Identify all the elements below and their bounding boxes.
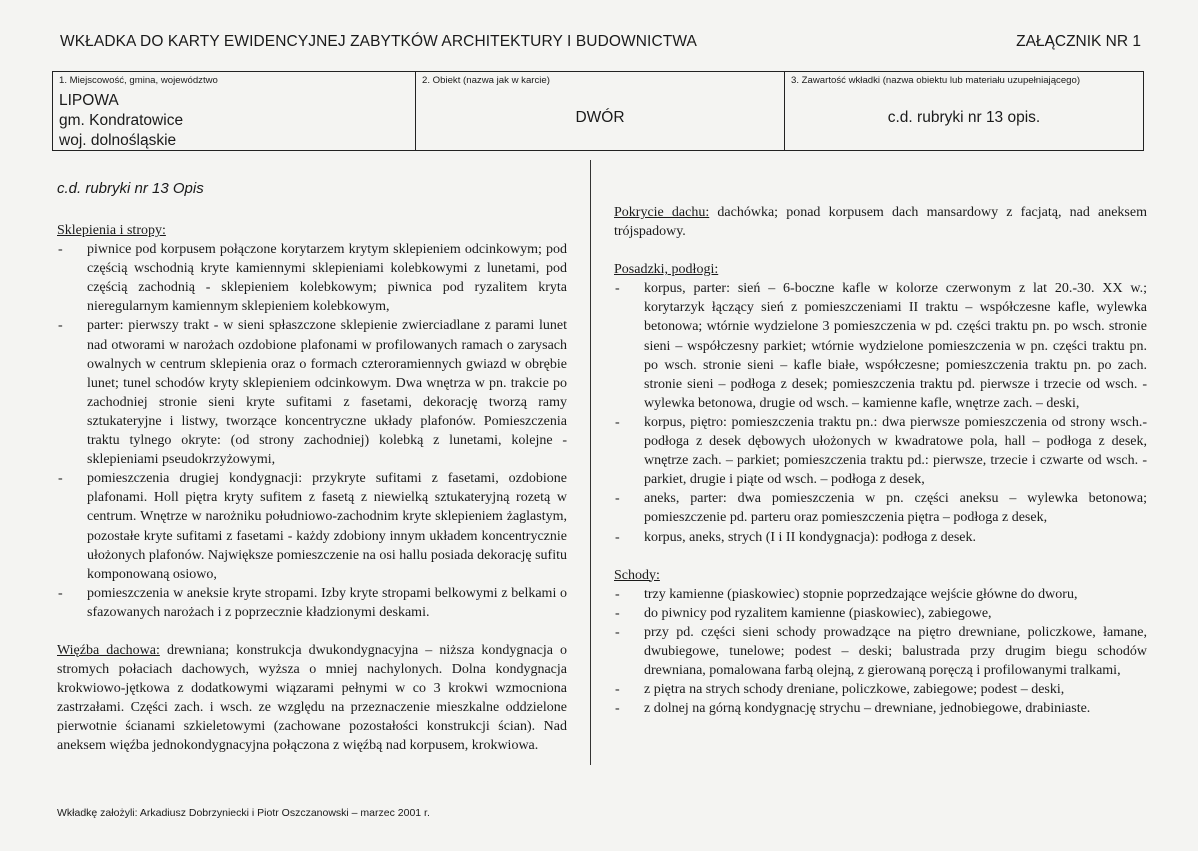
right-column [614,203,1147,718]
list-item: - pomieszczenia w aneksie kryte stropami. Izby kryte stropami belkowymi z belkami o sfazowanych narożach i z poprzecznie kładzionymi deskami. [57,584,567,622]
list-item: - z piętra na strych schody dreniane, policzkowe, zabiegowe; podest – deski, [614,680,1147,699]
content-label: 3. Zawartość wkładki (nazwa obiektu lub materiału uzupełniającego) [791,75,1081,86]
location-village: LIPOWA [59,92,119,109]
roof-text: dachówka; ponad korpusem dach mansardowy z facjatą, nad aneksem trójspadowy. [614,205,1147,240]
list-item: - korpus, aneks, strych (I i II kondygnacja): podłoga z desek. [614,528,1147,547]
list-item: - piwnice pod korpusem połączone korytarzem krytym sklepieniem odcinkowym; pod częścią wschodnią kryte kamiennymi sklepieniami kolebkowymi z lunetami, pod częścią zachodnią - sklepieniem kolebkowym; piwnica pod ryzalitem kryta nieregularnym kamiennym sklepieniem kolebkowym, [57,240,567,316]
location-field [53,72,416,150]
stairs-heading: Schody: [614,567,660,583]
list-item: - przy pd. części sieni schody prowadzące na piętro drewniane, policzkowe, łamane, dwubiegowe, tunelowe; podest – deski; balustrada przy drugim biegu schodów drewniana, pomalowana farbą olejną, z gierowaną poręczą i profilowanymi tralkami, [614,623,1147,680]
object-value: DWÓR [575,109,625,126]
stairs-section [614,566,1147,719]
form-title: WKŁADKA DO KARTY EWIDENCYJNEJ ZABYTKÓW ARCHITEKTURY I BUDOWNICTWA [60,33,697,50]
truss-heading: Więźba dachowa: [57,642,160,658]
content-field [785,72,1143,150]
floors-list [614,279,1147,546]
truss-text: drewniana; konstrukcja dwukondygnacyjna – niższa kondygnacja o stromych połaciach dachowych, wyższa o mniej nachylonych. Dolna kondygnacja krokwiowo-jętkowa z dodatkowymi wiązarami pełnymi w co 3 krokwi wzmocniona zastrzałami. Części zach. i wsch. ze względu na przeznaczenie mieszkalne oddzielone pierwotnie ścianami szkieletowymi (zachowane pozostałości konstrukcji ścian). Nad aneksem więźba jednokondygnacyjna połączona z więźbą nad korpusem, krokwiowa. [57,642,567,754]
list-item: - korpus, piętro: pomieszczenia traktu pn.: dwa pierwsze pomieszczenia od strony wsch.- podłoga z desek dębowych ułożonych w kwadratowe pola, hall – podłoga z desek, wnętrze zach. – parkiet; pomieszczenia traktu pd.: pierwsze, trzecie i czwarte od wsch. - parkiet, drugie i piąte od wsch. – podłoga z desek, [614,413,1147,489]
truss-section [57,641,567,756]
location-voivodeship: woj. dolnośląskie [59,132,177,149]
object-label: 2. Obiekt (nazwa jak w karcie) [422,75,550,86]
content-value: c.d. rubryki nr 13 opis. [887,109,1041,126]
header-fields-table [52,71,1144,151]
section-subtitle: c.d. rubryki nr 13 Opis [57,180,204,197]
annex-number: ZAŁĄCZNIK NR 1 [1016,33,1141,50]
list-item: - parter: pierwszy trakt - w sieni spłaszczone sklepienie zwierciadlane z parami lunet nad otworami w narożach ozdobione plafonami w profilowanych ramach o zarysach owalnych w centrum sklepienia oraz o formach czteroramiennych gwiazd w obrębie lunet; tunel schodów kryty sklepieniem odcinkowym. Dwa wnętrza w pn. trakcie po zachodniej stronie sieni kryte sufitami z fasetami, dekorację tworzą ramy sztukateryjne i listwy, tworzące koncentryczne układy plafonów. Pomieszczenia traktu tylnego okryte: (od strony zachodniej) kolebką z lunetami, kolejne - sklepieniami pseudokrzyżowymi, [57,316,567,469]
list-item: - trzy kamienne (piaskowiec) stopnie poprzedzające wejście główne do dworu, [614,585,1147,604]
roof-section [614,203,1147,241]
roof-heading: Pokrycie dachu: [614,205,710,220]
floors-heading: Posadzki, podłogi: [614,262,719,278]
vaults-heading: Sklepienia i stropy: [57,223,166,238]
left-column [57,221,567,756]
vaults-list [57,240,567,622]
list-item: - aneks, parter: dwa pomieszczenia w pn. części aneksu – wylewka betonowa; pomieszczenie pd. parteru oraz pomieszczenia piętra – podłoga z desek, [614,489,1147,527]
location-label: 1. Miejscowość, gmina, województwo [59,75,218,86]
list-item: - korpus, parter: sień – 6-boczne kafle w kolorze czerwonym z lat 20.-30. XX w.; korytarzyk łączący sień z pomieszczeniami II traktu – współczesne kafle, wylewka betonowa; wtórnie wydzielone 3 pomieszczenia w pd. części traktu pn. po wsch. stronie sieni – współczesny parkiet; wtórnie wydzielone pomieszczenia w pn. części traktu pn. po wsch. stronie sieni – kafle białe, współczesne; pomieszczenia traktu pn. po zach. stronie sieni – podłoga z desek; pomieszczenia traktu pd. pierwsze i trzecie od wsch. - wylewka betonowa, drugie od wsch. – kamienne kafle, wnętrze zach. – deski, [614,279,1147,413]
list-item: - pomieszczenia drugiej kondygnacji: przykryte sufitami z fasetami, ozdobione plafonami. Holl piętra kryty sufitem z fasetą z niewielką sztukateryjną rozetą w centrum. Wnętrze w narożniku południowo-zachodnim kryte sklepieniem żaglastym, pozostałe kryte sufitami z fasetami - każdy zdobiony innym układem koncentrycznie ułożonych plafonów. Największe pomieszczenie na osi hallu posiada dekorację sufitu komponowaną osiowo, [57,469,567,584]
floors-section [614,260,1147,546]
list-item: - do piwnicy pod ryzalitem kamienne (piaskowiec), zabiegowe, [614,604,1147,623]
column-divider [590,160,591,765]
list-item: - z dolnej na górną kondygnację strychu – drewniane, jednobiegowe, drabiniaste. [614,699,1147,718]
location-value [59,91,183,151]
location-commune: gm. Kondratowice [59,112,184,129]
vaults-section [57,221,567,622]
authors-footer: Wkładkę założyli: Arkadiusz Dobrzyniecki i Piotr Oszczanowski – marzec 2001 r. [57,807,430,819]
object-field [416,72,785,150]
stairs-list [614,585,1147,719]
